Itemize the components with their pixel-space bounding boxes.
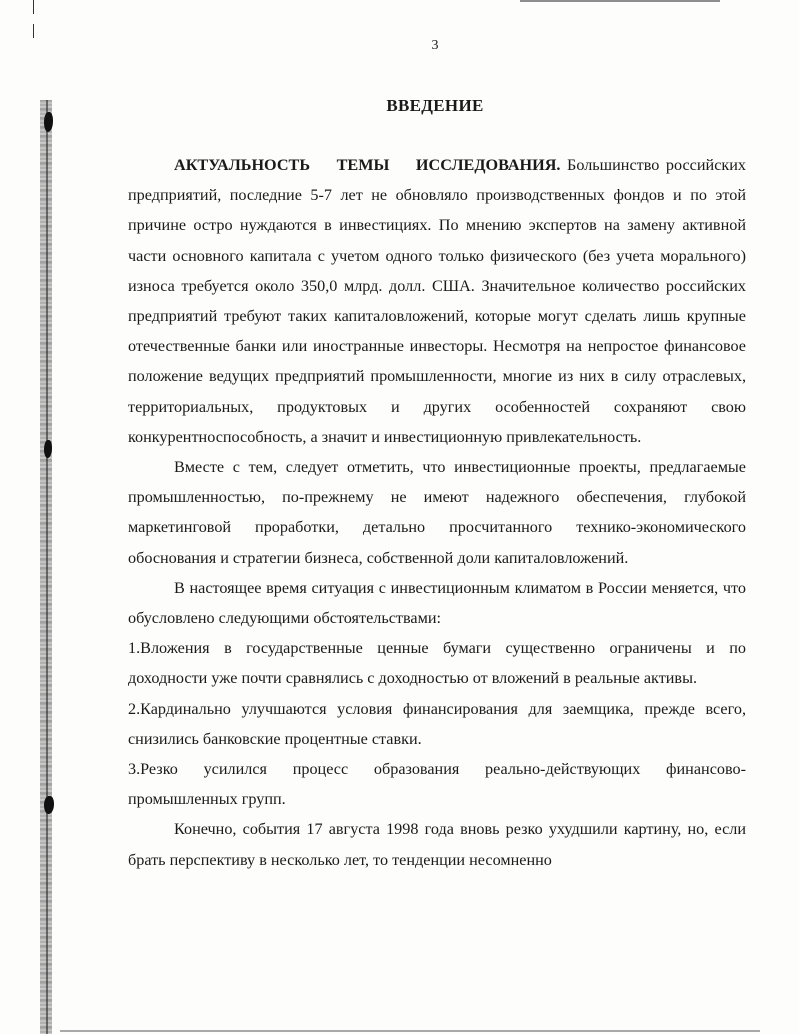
scan-top-mark [520,0,720,6]
page-number: 3 [431,38,439,53]
binding-line [46,100,48,1034]
list-item: 3.Резко усилился процесс образования реально-действующих финансово-промышленных групп. [128,760,746,809]
scan-left-edge [30,0,36,1034]
paragraph: Конечно, события 17 августа 1998 года вновь резко ухудшили картину, но, если брать перспективу в несколько лет, то тенденции несомненно [128,820,746,869]
paragraph [128,150,746,452]
paragraph: Вместе с тем, следует отметить, что инвестиционные проекты, предлагаемые промышленностью, по-прежнему не имеют надежного обеспечения, глубокой маркетинговой проработки, детально просчитанного технико-экономического обоснования и стратегии бизнеса, собственной доли капиталовложений. [128,458,746,567]
paragraph: В настоящее время ситуация с инвестиционным климатом в России меняется, что обусловлено следующими обстоятельствами: [128,578,746,628]
paragraph-body: Большинство российских предприятий, последние 5-7 лет не обновляло производственных фондов и по этой причине остро нуждаются в инвестициях. По мнению экспертов на замену активной части основного капитала с учетом одного только физического (без учета морального) износа требуется около 350,0 млрд. долл. США. Значительное количество российских предприятий требуют таких капиталовложений, которые могут сделать лишь крупные отечественные банки или иностранные инвесторы. Несмотря на непростое финансовое положение ведущих предприятий промышленности, многие из них в силу отраслевых, территориальных, продуктовых и других особенностей сохраняют свою конкурентноспособность, а значит и инвестиционную привлекательность. [128,156,746,446]
binding-hole-mark [44,796,54,814]
body-text [128,150,746,875]
scan-bottom-mark [60,1030,760,1032]
list-item: 2.Кардинально улучшаются условия финансирования для заемщика, прежде всего, снизились банковские процентные ставки. [128,699,746,748]
paragraph-lead: АКТУАЛЬНОСТЬ ТЕМЫ ИССЛЕДОВАНИЯ. [174,156,561,174]
section-heading: ВВЕДЕНИЕ [386,96,484,115]
list-item: 1.Вложения в государственные ценные бумаги существенно ограничены и по доходности уже почти сравнялись с доходностью от вложений в реальные активы. [128,639,746,688]
